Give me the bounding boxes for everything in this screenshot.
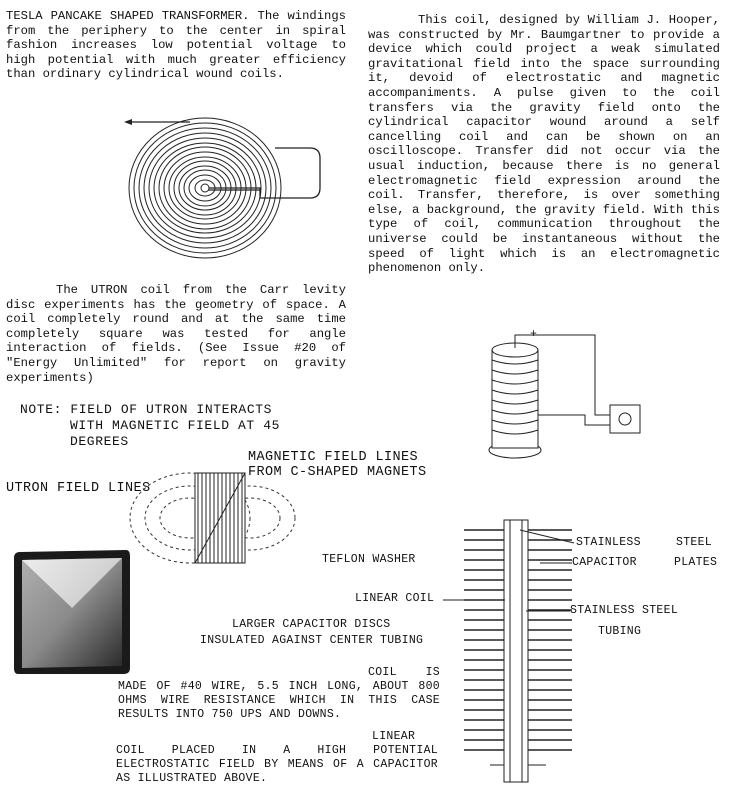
utron-paragraph: The UTRON coil from the Carr levity disc experiments has the geometry of space. A coil completely round and at the same time completely square was tested for angle interaction of fields. (See Issue #20 of "Energy Unlimited" for report on gravity experiments) bbox=[6, 283, 346, 385]
label-capacitor: CAPACITOR bbox=[572, 556, 637, 569]
battery-plus: + bbox=[530, 328, 538, 341]
magnetic-field-label-2: FROM C-SHAPED MAGNETS bbox=[248, 465, 427, 480]
note-line-2: WITH MAGNETIC FIELD AT 45 bbox=[70, 418, 281, 433]
coil-paragraph: COIL IS MADE OF #40 WIRE, 5.5 INCH LONG, ABOUT 800 OHMS WIRE RESISTANCE WHICH IN THIS CASE RESULTS INTO 750 UPS AND DOWNS. bbox=[118, 666, 440, 721]
label-stainless-tubing-1: STAINLESS STEEL bbox=[570, 604, 679, 617]
tesla-caption: TESLA PANCAKE SHAPED TRANSFORMER. The windings from the periphery to the center in spiral fashion increases low potential voltage to high potential with much greater efficiency than ordinary cylindrical wound coils. bbox=[6, 9, 346, 82]
label-teflon-washer: TEFLON WASHER bbox=[322, 553, 416, 566]
label-plates: PLATES bbox=[674, 556, 718, 569]
note-line-3: DEGREES bbox=[70, 434, 129, 449]
label-stainless: STAINLESS bbox=[576, 536, 641, 549]
note-line-1: NOTE: FIELD OF UTRON INTERACTS bbox=[20, 402, 273, 417]
utron-field-label: UTRON FIELD LINES bbox=[6, 481, 151, 496]
hooper-paragraph: This coil, designed by William J. Hooper, was constructed by Mr. Baumgartner to provide a device which could project a weak simulated gravitational field into the space surrounding it, devoid of electrostatic and magnetic accompaniments. A pulse given to the coil transfers via the gravity field onto the cylindrical capacitor wound around a self cancelling coil and can be shown on an oscilloscope. Transfer did not occur via the usual induction, because there is no general electromagnetic field expression around the coil. Transfer, therefore, is over something else, a background, the gravity field. With this type of coil, communication throughout the universe could be instantaneous without the speed of light which is an electromagnetic phenomenon only. bbox=[368, 13, 720, 276]
linear-paragraph: LINEAR COIL PLACED IN A HIGH POTENTIAL ELECTROSTATIC FIELD BY MEANS OF A CAPACITOR AS ILLUSTRATED ABOVE. bbox=[116, 730, 438, 785]
magnetic-field-label-1: MAGNETIC FIELD LINES bbox=[248, 450, 419, 465]
label-steel: STEEL bbox=[676, 536, 713, 549]
label-stainless-tubing-2: TUBING bbox=[598, 625, 642, 638]
label-larger-discs-1: LARGER CAPACITOR DISCS bbox=[232, 618, 391, 631]
label-larger-discs-2: INSULATED AGAINST CENTER TUBING bbox=[200, 634, 424, 647]
label-linear-coil: LINEAR COIL bbox=[355, 592, 435, 605]
